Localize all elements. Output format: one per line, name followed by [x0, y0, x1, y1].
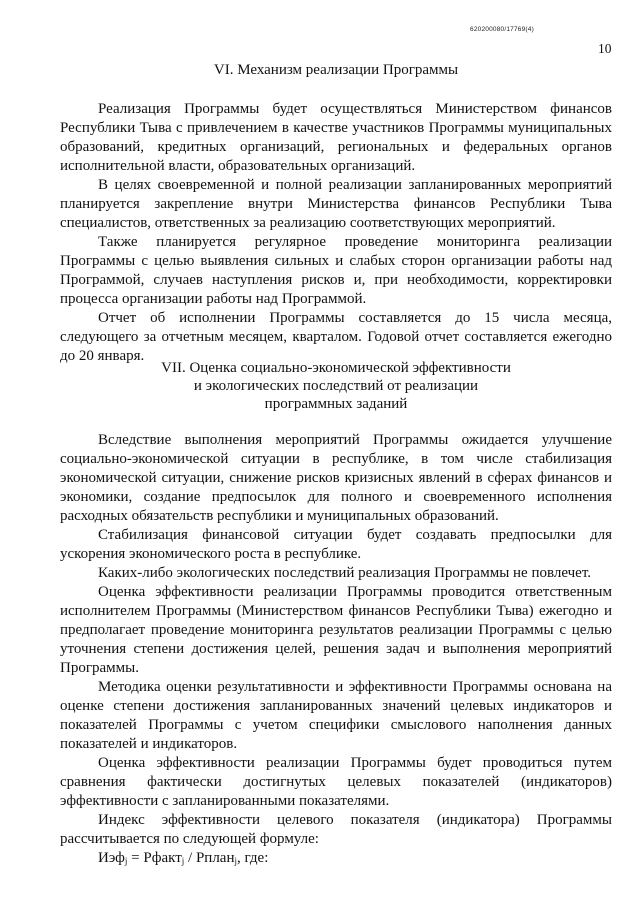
efficiency-formula	[60, 849, 612, 868]
paragraph: Методика оценки результативности и эффективности Программы основана на оценке степени достижения запланированных значений целевых индикаторов и показателей Программы с учетом специфики смыслового наполнения данных показателей и индикаторов.	[60, 679, 612, 752]
paragraph: Также планируется регулярное проведение мониторинга реализации Программы с целью выявления сильных и слабых сторон организации работы над Программой, случаев наступления рисков и, при необходимости, корректировки процесса организации работы над Программой.	[60, 234, 612, 307]
heading-line: программных заданий	[264, 395, 408, 412]
formula-subscript: j	[181, 856, 185, 866]
formula-subscript: j	[234, 856, 238, 866]
section-7-heading	[60, 360, 612, 413]
page-number: 10	[598, 41, 612, 56]
section-6-heading: VI. Механизм реализации Программы	[213, 62, 459, 78]
formula-tail: , где:	[237, 850, 269, 866]
heading-line: и экологических последствий от реализации	[193, 377, 479, 394]
section-7-body	[60, 431, 612, 868]
formula-lhs: Иэф	[98, 850, 125, 866]
paragraph: Стабилизация финансовой ситуации будет создавать предпосылки для ускорения экономического роста в республике.	[60, 527, 612, 562]
formula-equals: =	[127, 850, 144, 866]
paragraph: Индекс эффективности целевого показателя (индикатора) Программы рассчитывается по следующей формуле:	[60, 812, 612, 847]
paragraph: Оценка эффективности реализации Программы будет проводиться путем сравнения фактически достигнутых целевых показателей (индикаторов) эффективности с запланированными показателями.	[60, 755, 612, 809]
formula-divide: /	[184, 850, 196, 866]
formula-plan: Рплан	[195, 850, 235, 866]
section-6-body	[60, 100, 612, 366]
document-id: 620200080/17769(4)	[470, 26, 534, 33]
paragraph: Реализация Программы будет осуществляться Министерством финансов Республики Тыва с привлечением в качестве участников Программы муниципальных образований, кредитных организаций, региональных и федеральных органов исполнительной власти, образовательных организаций.	[60, 101, 612, 174]
paragraph: Каких-либо экологических последствий реализация Программы не повлечет.	[98, 565, 592, 581]
formula-subscript: j	[124, 856, 128, 866]
paragraph: В целях своевременной и полной реализации запланированных мероприятий планируется закрепление внутри Министерства финансов Республики Тыва специалистов, ответственных за реализацию соответствующих мероприятий.	[60, 177, 612, 231]
paragraph: Отчет об исполнении Программы составляется до 15 числа месяца, следующего за отчетным месяцем, кварталом. Годовой отчет составляется ежегодно до 20 января.	[60, 310, 612, 364]
formula-fact: Рфакт	[143, 850, 182, 866]
paragraph: Оценка эффективности реализации Программы проводится ответственным исполнителем Программы (Министерством финансов Республики Тыва) ежегодно и предполагает проведение мониторинга результатов реализации Программы с целью уточнения степени достижения целей, решения задач и выполнения мероприятий Программы.	[60, 584, 612, 676]
heading-line: VII. Оценка социально-экономической эффективности	[161, 360, 511, 376]
paragraph: Вследствие выполнения мероприятий Программы ожидается улучшение социально-экономической ситуации в республике, в том числе стабилизация экономической ситуации, снижение рисков кризисных явлений в сферах финансов и экономики, создание предпосылок для полного и своевременного исполнения расходных обязательств республики и муниципальных образований.	[60, 432, 612, 524]
